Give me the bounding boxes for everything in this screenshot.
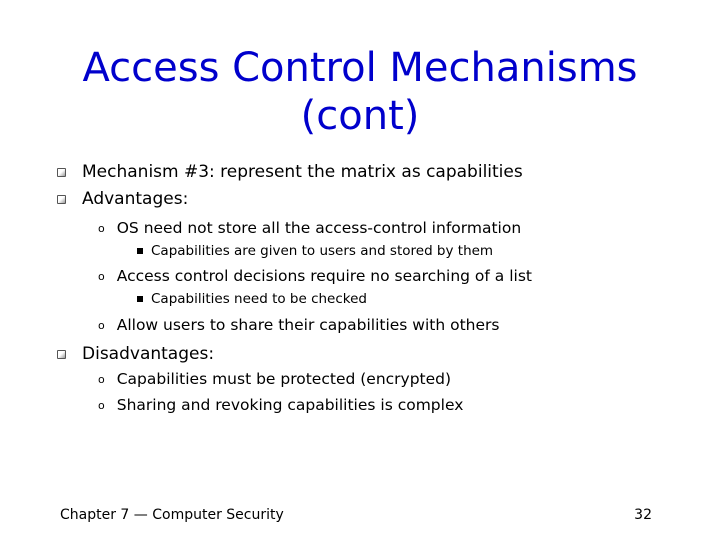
small-square-bullet-icon bbox=[137, 248, 143, 254]
sub-bullet-text: Sharing and revoking capabilities is complex bbox=[116, 396, 464, 414]
circle-bullet-icon: o bbox=[98, 318, 105, 332]
square-bullet-icon bbox=[57, 195, 66, 204]
slide-title-line-1: Access Control Mechanisms bbox=[82, 45, 638, 91]
bullet-text: Advantages: bbox=[82, 189, 189, 209]
circle-bullet-icon: o bbox=[98, 269, 105, 283]
sub-bullet-item bbox=[98, 316, 500, 334]
sub-bullet-text: OS need not store all the access-control information bbox=[116, 219, 522, 237]
bullet-item bbox=[57, 162, 523, 182]
sub-sub-bullet-item bbox=[137, 243, 493, 259]
circle-bullet-icon: o bbox=[98, 372, 105, 386]
slide-title-line-2: (cont) bbox=[300, 93, 420, 139]
sub-bullet-text: Access control decisions require no searching of a list bbox=[116, 267, 532, 285]
bullet-item bbox=[57, 189, 188, 209]
sub-bullet-text: Allow users to share their capabilities with others bbox=[116, 316, 500, 334]
sub-sub-bullet-text: Capabilities need to be checked bbox=[151, 291, 367, 307]
sub-bullet-item bbox=[98, 370, 451, 388]
footer-page-number: 32 bbox=[634, 507, 652, 523]
bullet-text: Mechanism #3: represent the matrix as capabilities bbox=[82, 162, 523, 182]
footer-chapter: Chapter 7 — Computer Security bbox=[60, 507, 284, 523]
sub-sub-bullet-item bbox=[137, 291, 367, 307]
circle-bullet-icon: o bbox=[98, 398, 105, 412]
bullet-item bbox=[57, 344, 214, 364]
square-bullet-icon bbox=[57, 168, 66, 177]
sub-bullet-item bbox=[98, 396, 463, 414]
slide-title bbox=[40, 44, 680, 140]
small-square-bullet-icon bbox=[137, 296, 143, 302]
square-bullet-icon bbox=[57, 350, 66, 359]
sub-bullet-item bbox=[98, 267, 532, 285]
bullet-text: Disadvantages: bbox=[82, 344, 215, 364]
sub-bullet-item bbox=[98, 219, 521, 237]
sub-sub-bullet-text: Capabilities are given to users and stored by them bbox=[151, 243, 494, 259]
circle-bullet-icon: o bbox=[98, 221, 105, 235]
sub-bullet-text: Capabilities must be protected (encrypted) bbox=[116, 370, 452, 388]
